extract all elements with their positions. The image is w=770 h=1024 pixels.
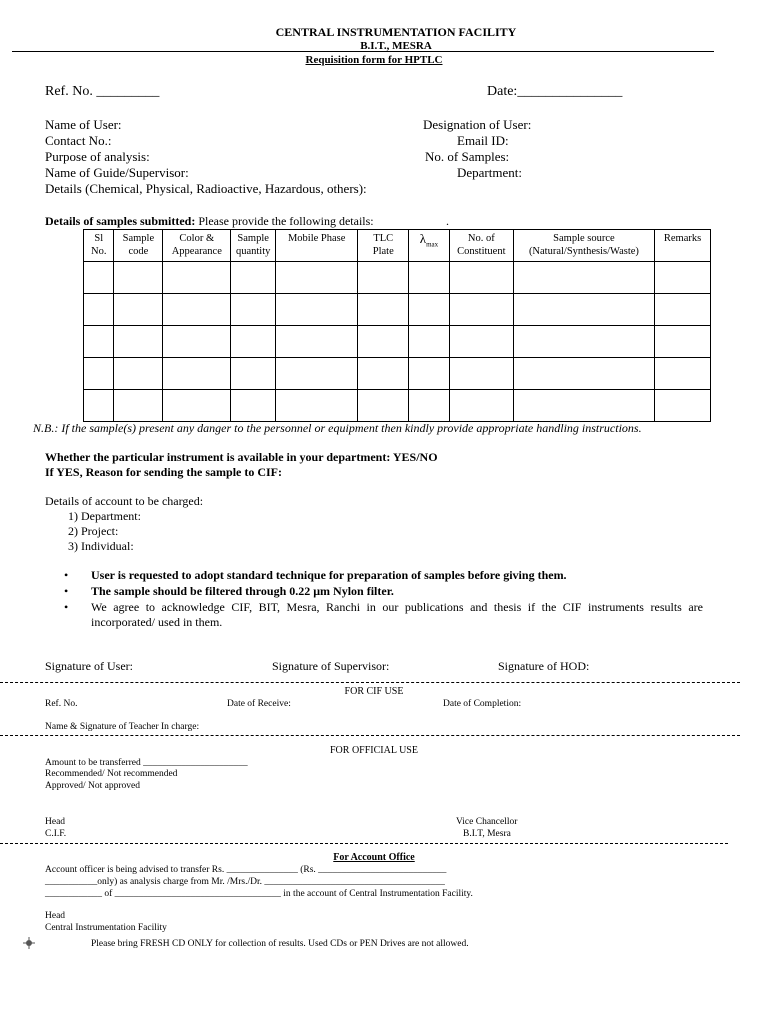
table-cell[interactable]	[276, 262, 358, 294]
table-cell[interactable]	[114, 358, 163, 390]
table-cell[interactable]	[409, 262, 450, 294]
table-cell[interactable]	[276, 326, 358, 358]
cif-label: C.I.F.	[45, 829, 67, 839]
form-title: Requisition form for HPTLC	[305, 54, 443, 66]
table-cell[interactable]	[84, 358, 114, 390]
table-cell[interactable]	[449, 326, 513, 358]
account-project-option[interactable]: 2) Project:	[68, 524, 119, 538]
ref-number-field[interactable]: Ref. No. _________	[45, 84, 160, 99]
table-cell[interactable]	[276, 294, 358, 326]
col-sample-quantity: Sample quantity	[231, 230, 276, 262]
col-color-appearance: Color & Appearance	[163, 230, 231, 262]
facility-title: CENTRAL INSTRUMENTATION FACILITY	[275, 25, 517, 39]
col-sl-no: Sl No.	[84, 230, 114, 262]
table-cell[interactable]	[655, 326, 711, 358]
col-remarks: Remarks	[655, 230, 711, 262]
samples-heading-text: Please provide the following details:	[198, 214, 374, 228]
table-cell[interactable]	[358, 390, 409, 422]
col-sample-source: Sample source (Natural/Synthesis/Waste)	[513, 230, 654, 262]
details-field[interactable]: Details (Chemical, Physical, Radioactive, Hazardous, others):	[45, 181, 367, 196]
table-cell[interactable]	[163, 294, 231, 326]
cd-note: Please bring FRESH CD ONLY for collection of results. Used CDs or PEN Drives are not allowed.	[91, 939, 469, 949]
table-cell[interactable]	[276, 358, 358, 390]
table-cell[interactable]	[84, 390, 114, 422]
table-cell[interactable]	[409, 326, 450, 358]
account-individual-option[interactable]: 3) Individual:	[68, 539, 134, 553]
cif-use-title: FOR CIF USE	[344, 686, 404, 697]
table-cell[interactable]	[114, 294, 163, 326]
table-cell[interactable]	[449, 262, 513, 294]
table-row	[84, 358, 711, 390]
table-row	[84, 390, 711, 422]
bullet-icon: •	[64, 568, 69, 582]
date-of-receive-field[interactable]: Date of Receive:	[227, 699, 291, 709]
cd-icon	[23, 937, 35, 953]
divider-dashed	[0, 843, 728, 844]
table-cell[interactable]	[163, 262, 231, 294]
guide-field[interactable]: Name of Guide/Supervisor:	[45, 165, 189, 180]
email-field[interactable]: Email ID:	[457, 133, 509, 148]
col-tlc-plate: TLC Plate	[358, 230, 409, 262]
institute-name: B.I.T., MESRA	[360, 40, 432, 52]
table-cell[interactable]	[513, 390, 654, 422]
table-header-row	[84, 230, 711, 262]
head-label: Head	[45, 817, 66, 827]
bullet-icon: •	[64, 600, 69, 614]
col-sample-code: Sample code	[114, 230, 163, 262]
table-cell[interactable]	[114, 262, 163, 294]
recommended-option[interactable]: Recommended/ Not recommended	[45, 769, 178, 779]
account-label: Details of account to be charged:	[45, 494, 204, 508]
account-office-title: For Account Office	[333, 852, 415, 863]
date-field[interactable]: Date:_______________	[487, 84, 623, 99]
samples-heading	[45, 214, 374, 229]
table-row	[84, 326, 711, 358]
contact-number-field[interactable]: Contact No.:	[45, 133, 112, 148]
table-cell[interactable]	[163, 390, 231, 422]
signature-supervisor[interactable]: Signature of Supervisor:	[272, 659, 390, 673]
table-cell[interactable]	[449, 390, 513, 422]
col-mobile-phase: Mobile Phase	[276, 230, 358, 262]
table-cell[interactable]	[358, 358, 409, 390]
table-cell[interactable]	[114, 390, 163, 422]
table-cell[interactable]	[231, 262, 276, 294]
table-cell[interactable]	[409, 390, 450, 422]
vice-chancellor-label: Vice Chancellor	[456, 817, 518, 827]
account-transfer-line-1[interactable]: Account officer is being advised to transfer Rs. _______________ (Rs. ___________________________	[45, 865, 447, 875]
bullet-icon: •	[64, 584, 69, 598]
table-cell[interactable]	[163, 358, 231, 390]
table-row	[84, 262, 711, 294]
table-cell[interactable]	[84, 294, 114, 326]
teacher-signature-field[interactable]: Name & Signature of Teacher In charge:	[45, 722, 200, 732]
table-row	[84, 294, 711, 326]
head-label-footer: Head	[45, 911, 66, 921]
table-cell[interactable]	[358, 326, 409, 358]
col-no-of-constituent: No. of Constituent	[449, 230, 513, 262]
no-of-samples-field[interactable]: No. of Samples:	[425, 149, 510, 164]
bullet-technique: User is requested to adopt standard technique for preparation of samples before giving them.	[91, 568, 567, 582]
table-cell[interactable]	[513, 262, 654, 294]
table-cell[interactable]	[409, 358, 450, 390]
amount-transferred-field[interactable]: Amount to be transferred ______________________	[45, 758, 248, 768]
table-cell[interactable]	[231, 326, 276, 358]
bit-mesra-label: B.I.T, Mesra	[463, 829, 511, 839]
cif-ref-field[interactable]: Ref. No.	[45, 699, 78, 709]
table-cell[interactable]	[231, 358, 276, 390]
table-cell[interactable]	[163, 326, 231, 358]
bullet-acknowledge: We agree to acknowledge CIF, BIT, Mesra, Ranchi in our publications and thesis if the CIF instruments results are incorporated/ used in them.	[91, 600, 703, 629]
reason-question[interactable]: If YES, Reason for sending the sample to CIF:	[45, 465, 283, 479]
col-lambda-max: $\lambda_{max}$	[409, 230, 450, 262]
table-cell[interactable]	[231, 390, 276, 422]
signature-user[interactable]: Signature of User:	[45, 659, 133, 673]
table-cell[interactable]	[231, 294, 276, 326]
table-cell[interactable]	[276, 390, 358, 422]
samples-heading-bold: Details of samples submitted:	[45, 214, 196, 228]
table-cell[interactable]	[358, 262, 409, 294]
table-cell[interactable]	[409, 294, 450, 326]
table-cell[interactable]	[655, 262, 711, 294]
divider-dashed	[0, 682, 740, 683]
account-transfer-line-2[interactable]: ___________only) as analysis charge from Mr. /Mrs./Dr. ______________________________________	[45, 877, 445, 887]
samples-heading-dot: .	[446, 214, 449, 228]
table-cell[interactable]	[513, 358, 654, 390]
table-cell[interactable]	[655, 358, 711, 390]
official-use-title: FOR OFFICIAL USE	[330, 745, 418, 756]
table-cell[interactable]	[449, 358, 513, 390]
table-cell[interactable]	[655, 294, 711, 326]
bullet-filter: The sample should be filtered through 0.22 μm Nylon filter.	[91, 584, 394, 598]
signature-hod[interactable]: Signature of HOD:	[498, 659, 590, 673]
purpose-field[interactable]: Purpose of analysis:	[45, 149, 150, 164]
header-rule	[12, 51, 714, 52]
date-of-completion-field[interactable]: Date of Completion:	[443, 699, 522, 709]
name-of-user-field[interactable]: Name of User:	[45, 117, 122, 132]
table-cell[interactable]	[513, 294, 654, 326]
table-cell[interactable]	[358, 294, 409, 326]
designation-field[interactable]: Designation of User:	[423, 117, 532, 132]
table-cell[interactable]	[449, 294, 513, 326]
table-cell[interactable]	[655, 390, 711, 422]
department-field[interactable]: Department:	[457, 165, 522, 180]
table-cell[interactable]	[114, 326, 163, 358]
approved-option[interactable]: Approved/ Not approved	[45, 781, 140, 791]
table-cell[interactable]	[513, 326, 654, 358]
account-transfer-line-3[interactable]: ____________ of ___________________________________ in the account of Central Instrumentation Facility.	[45, 889, 473, 899]
handling-note: N.B.: If the sample(s) present any danger to the personnel or equipment then kindly provide appropriate handling instructions.	[33, 421, 642, 435]
table-cell[interactable]	[84, 326, 114, 358]
instrument-availability-question[interactable]: Whether the particular instrument is available in your department: YES/NO	[45, 450, 438, 464]
samples-table	[83, 229, 711, 422]
cif-facility-label: Central Instrumentation Facility	[45, 923, 167, 933]
account-department-option[interactable]: 1) Department:	[68, 509, 141, 523]
table-cell[interactable]	[84, 262, 114, 294]
divider-dashed	[0, 735, 740, 736]
